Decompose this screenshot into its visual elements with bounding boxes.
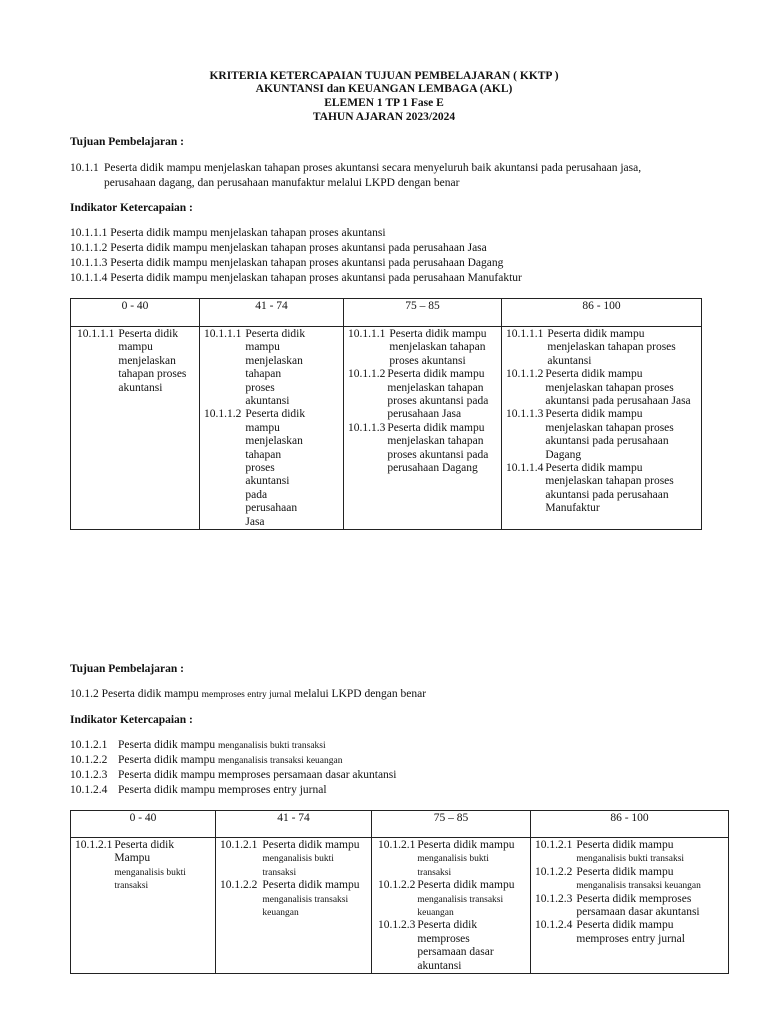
indicator-code: 10.1.1.2: [204, 408, 242, 421]
indicator-text: Peserta didik mampu menganalisis bukti transaksi: [417, 839, 515, 878]
score-header: 86 - 100: [502, 299, 702, 327]
indicator-text: Peserta didik mampu menganalisis transaksi keuangan: [417, 879, 515, 919]
indicator-code: 10.1.2.3: [535, 892, 573, 905]
indicator-text: Peserta didik mampu menjelaskan tahapan proses akuntansi pada perusahaan Jasa: [387, 368, 489, 421]
indicator-text: Peserta didik mampu menjelaskan tahapan proses akuntansi pada perusahaan Dagang: [545, 408, 674, 461]
indicator-text: Peserta didik mampu menjelaskan tahapan proses akuntansi: [547, 328, 676, 367]
indicator-text: Peserta didik Mampu menganalisis bukti transaksi: [114, 839, 186, 892]
indicator-code: 10.1.2.1: [535, 839, 573, 851]
indicator-code: 10.1.1.1: [348, 328, 386, 340]
score-header: 0 - 40: [71, 299, 200, 327]
criteria-table-1: [70, 298, 702, 530]
indicator-text: Peserta didik mampu menjelaskan tahapan proses akuntansi: [245, 328, 306, 408]
criteria-cell: [200, 327, 344, 530]
indicator-code: 10.1.2.1: [378, 839, 416, 851]
indicator-text: Peserta didik mampu menganalisis bukti transaksi: [576, 839, 685, 865]
criteria-cell: [71, 327, 200, 530]
doc-subtitle-element: ELEMEN 1 TP 1 Fase E: [324, 97, 444, 109]
score-header: 0 - 40: [71, 811, 216, 838]
tp-label-2: Tujuan Pembelajaran :: [70, 663, 184, 675]
indicator-text: Peserta didik memproses persamaan dasar akuntansi: [576, 892, 700, 919]
indicator-code: 10.1.1.2: [506, 368, 544, 381]
score-header: 41 - 74: [200, 299, 344, 327]
doc-subtitle-program: AKUNTANSI dan KEUANGAN LEMBAGA (AKL): [255, 83, 513, 95]
indicator-code: 10.1.1.1: [204, 328, 242, 340]
indicator-code: 10.1.2.3: [378, 919, 416, 932]
tp-text-1-line2: perusahaan dagang, dan perusahaan manufaktur melalui LKPD dengan benar: [104, 177, 460, 189]
indicator-code: 10.1.1.1: [506, 328, 544, 340]
score-header: 75 – 85: [372, 811, 531, 838]
indicator-text: Peserta didik mampu menganalisis bukti transaksi: [262, 839, 360, 878]
doc-title: KRITERIA KETERCAPAIAN TUJUAN PEMBELAJARAN ( KKTP ): [209, 70, 559, 82]
criteria-cell: [71, 838, 216, 974]
score-header: 86 - 100: [531, 811, 729, 838]
indicator-code: 10.1.1.2: [348, 368, 386, 381]
indicator-code: 10.1.1.4: [506, 462, 544, 475]
tp-text-2: 10.1.2 Peserta didik mampu memproses entry jurnal melalui LKPD dengan benar: [70, 688, 427, 700]
tp-number-1: 10.1.1: [70, 162, 99, 174]
indicator-text: Peserta didik mampu menjelaskan tahapan proses akuntansi: [389, 328, 487, 367]
indicator-item: 10.1.1.1 Peserta didik mampu menjelaskan tahapan proses akuntansi: [70, 227, 386, 239]
indicator-text: Peserta didik mampu menjelaskan tahapan proses akuntansi pada perusahaan Dagang: [387, 421, 489, 475]
tp-text-1-line1: Peserta didik mampu menjelaskan tahapan proses akuntansi secara menyeluruh baik akuntansi pada perusahaan jasa,: [104, 162, 642, 174]
indicator-item: 10.1.2.2 Peserta didik mampu menganalisis transaksi keuangan: [70, 754, 343, 766]
criteria-cell: [502, 327, 702, 530]
indicator-code: 10.1.2.2: [220, 879, 258, 892]
indicator-code: 10.1.2.1: [75, 839, 113, 851]
score-header: 41 - 74: [216, 811, 372, 838]
indicator-code: 10.1.1.1: [77, 328, 115, 340]
indicator-text: Peserta didik memproses persamaan dasar akuntansi: [417, 919, 494, 972]
indicator-item: 10.1.1.2 Peserta didik mampu menjelaskan tahapan proses akuntansi pada perusahaan Jasa: [70, 242, 487, 254]
indicator-item: 10.1.2.1 Peserta didik mampu menganalisis bukti transaksi: [70, 739, 326, 751]
indicator-code: 10.1.2.1: [220, 839, 258, 851]
indicator-item: 10.1.1.4 Peserta didik mampu menjelaskan tahapan proses akuntansi pada perusahaan Manufaktur: [70, 272, 522, 284]
criteria-cell: [531, 838, 729, 974]
criteria-table-2: [70, 810, 729, 974]
indicator-code: 10.1.1.3: [506, 408, 544, 421]
indicator-text: Peserta didik mampu menganalisis transaksi keuangan: [576, 865, 701, 892]
indicator-label-1: Indikator Ketercapaian :: [70, 202, 193, 214]
indicator-item: 10.1.2.3 Peserta didik mampu memproses persamaan dasar akuntansi: [70, 769, 397, 781]
indicator-text: Peserta didik mampu menjelaskan tahapan proses akuntansi pada perusahaan Jasa: [245, 408, 306, 528]
indicator-text: Peserta didik mampu menjelaskan tahapan proses akuntansi pada perusahaan Jasa: [545, 368, 691, 408]
indicator-code: 10.1.2.4: [535, 919, 573, 932]
indicator-code: 10.1.1.3: [348, 421, 386, 434]
indicator-item: 10.1.1.3 Peserta didik mampu menjelaskan tahapan proses akuntansi pada perusahaan Dagang: [70, 257, 504, 269]
indicator-label-2: Indikator Ketercapaian :: [70, 714, 193, 726]
indicator-text: Peserta didik mampu memproses entry jurnal: [576, 919, 685, 945]
indicator-code: 10.1.2.2: [535, 865, 573, 878]
doc-subtitle-year: TAHUN AJARAN 2023/2024: [312, 111, 456, 123]
indicator-item: 10.1.2.4 Peserta didik mampu memproses entry jurnal: [70, 784, 327, 796]
indicator-code: 10.1.2.2: [378, 879, 416, 892]
indicator-text: Peserta didik mampu menganalisis transaksi keuangan: [262, 879, 360, 919]
criteria-cell: [344, 327, 502, 530]
criteria-cell: [216, 838, 372, 974]
score-header: 75 – 85: [344, 299, 502, 327]
indicator-text: Peserta didik mampu menjelaskan tahapan proses akuntansi: [118, 328, 187, 394]
criteria-cell: [372, 838, 531, 974]
tp-label-1: Tujuan Pembelajaran :: [70, 136, 184, 148]
indicator-text: Peserta didik mampu menjelaskan tahapan proses akuntansi pada perusahaan Manufaktur: [545, 462, 674, 515]
